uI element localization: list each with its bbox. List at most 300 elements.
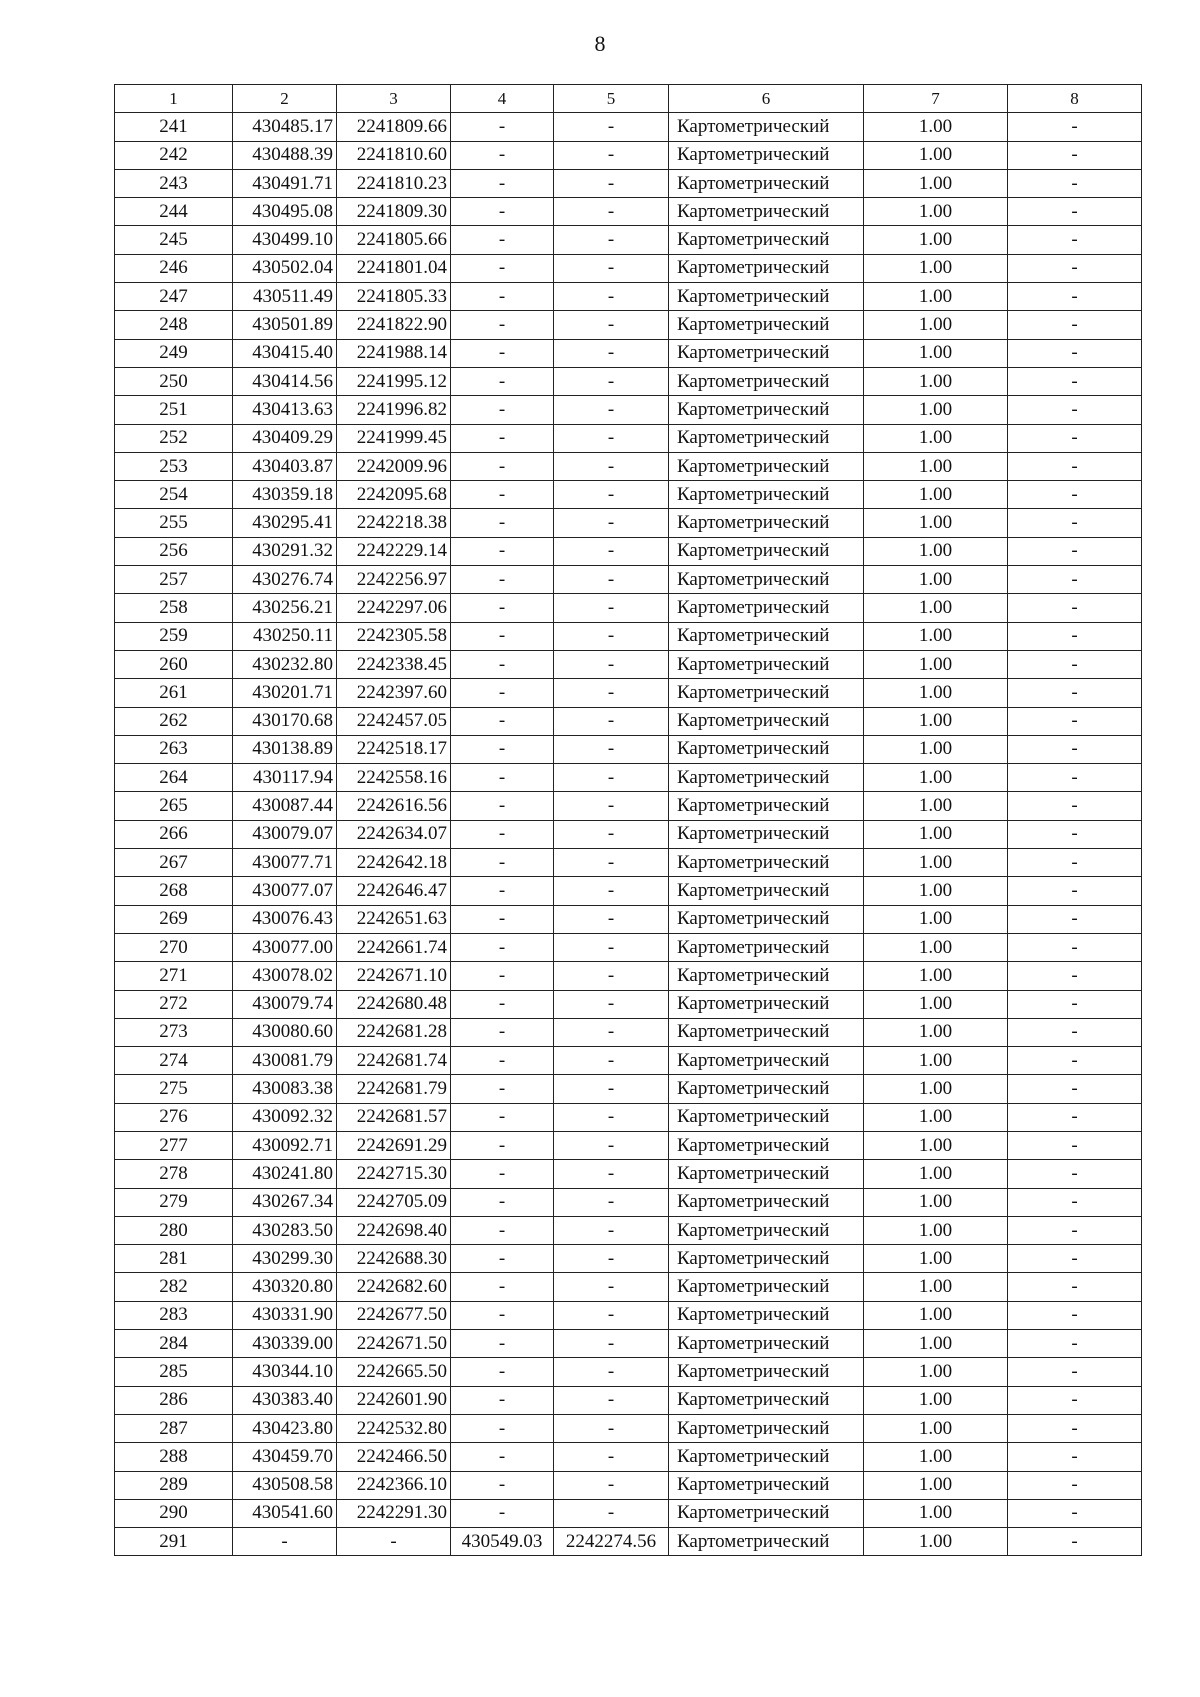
- cell-y-coordinate-new: -: [554, 990, 669, 1018]
- cell-x-coordinate-new: -: [451, 933, 554, 961]
- table-row: [115, 537, 1142, 565]
- header-cell-col-5: 5: [554, 85, 669, 113]
- cell-y-coordinate: -: [337, 1528, 451, 1556]
- cell-point-number: 258: [115, 594, 233, 622]
- cell-x-coordinate: 430267.34: [233, 1188, 337, 1216]
- cell-y-coordinate-new: -: [554, 1131, 669, 1159]
- table-row: [115, 679, 1142, 707]
- cell-accuracy: 1.00: [864, 1273, 1008, 1301]
- cell-method: Картометрический: [669, 622, 864, 650]
- cell-x-coordinate: 430502.04: [233, 254, 337, 282]
- table-row: [115, 792, 1142, 820]
- cell-y-coordinate-new: -: [554, 905, 669, 933]
- cell-method: Картометрический: [669, 792, 864, 820]
- cell-y-coordinate: 2242338.45: [337, 650, 451, 678]
- table-row: [115, 1528, 1142, 1556]
- cell-x-coordinate: 430241.80: [233, 1160, 337, 1188]
- cell-x-coordinate-new: -: [451, 537, 554, 565]
- cell-method: Картометрический: [669, 764, 864, 792]
- cell-x-coordinate-new: -: [451, 509, 554, 537]
- table-row: [115, 962, 1142, 990]
- cell-method: Картометрический: [669, 1358, 864, 1386]
- cell-x-coordinate-new: -: [451, 1188, 554, 1216]
- cell-y-coordinate: 2242665.50: [337, 1358, 451, 1386]
- cell-point-number: 247: [115, 283, 233, 311]
- header-cell-col-8: 8: [1008, 85, 1142, 113]
- table-row: [115, 1471, 1142, 1499]
- cell-y-coordinate-new: -: [554, 707, 669, 735]
- cell-x-coordinate-new: -: [451, 679, 554, 707]
- cell-note: -: [1008, 254, 1142, 282]
- cell-note: -: [1008, 566, 1142, 594]
- cell-accuracy: 1.00: [864, 764, 1008, 792]
- cell-y-coordinate: 2242558.16: [337, 764, 451, 792]
- cell-note: -: [1008, 792, 1142, 820]
- cell-point-number: 273: [115, 1018, 233, 1046]
- cell-x-coordinate: 430276.74: [233, 566, 337, 594]
- cell-y-coordinate-new: -: [554, 1103, 669, 1131]
- cell-y-coordinate: 2242095.68: [337, 481, 451, 509]
- cell-y-coordinate: 2242366.10: [337, 1471, 451, 1499]
- cell-y-coordinate: 2241822.90: [337, 311, 451, 339]
- cell-y-coordinate-new: -: [554, 537, 669, 565]
- cell-note: -: [1008, 1075, 1142, 1103]
- cell-y-coordinate: 2241801.04: [337, 254, 451, 282]
- cell-y-coordinate: 2242661.74: [337, 933, 451, 961]
- cell-x-coordinate-new: -: [451, 311, 554, 339]
- cell-method: Картометрический: [669, 1160, 864, 1188]
- cell-x-coordinate-new: -: [451, 820, 554, 848]
- cell-x-coordinate: 430491.71: [233, 169, 337, 197]
- cell-x-coordinate-new: -: [451, 113, 554, 141]
- cell-y-coordinate-new: -: [554, 792, 669, 820]
- cell-accuracy: 1.00: [864, 1443, 1008, 1471]
- cell-accuracy: 1.00: [864, 1216, 1008, 1244]
- cell-point-number: 281: [115, 1245, 233, 1273]
- cell-point-number: 286: [115, 1386, 233, 1414]
- cell-x-coordinate-new: -: [451, 1103, 554, 1131]
- cell-y-coordinate-new: -: [554, 933, 669, 961]
- table-row: [115, 1103, 1142, 1131]
- cell-note: -: [1008, 424, 1142, 452]
- table-row: [115, 141, 1142, 169]
- cell-accuracy: 1.00: [864, 707, 1008, 735]
- cell-y-coordinate: 2242218.38: [337, 509, 451, 537]
- cell-point-number: 264: [115, 764, 233, 792]
- cell-accuracy: 1.00: [864, 1358, 1008, 1386]
- cell-y-coordinate: 2242715.30: [337, 1160, 451, 1188]
- cell-y-coordinate: 2242646.47: [337, 877, 451, 905]
- cell-note: -: [1008, 1386, 1142, 1414]
- cell-accuracy: 1.00: [864, 849, 1008, 877]
- cell-method: Картометрический: [669, 283, 864, 311]
- cell-x-coordinate: 430250.11: [233, 622, 337, 650]
- cell-y-coordinate-new: -: [554, 1018, 669, 1046]
- cell-y-coordinate-new: -: [554, 594, 669, 622]
- cell-note: -: [1008, 735, 1142, 763]
- cell-accuracy: 1.00: [864, 509, 1008, 537]
- cell-x-coordinate: 430080.60: [233, 1018, 337, 1046]
- cell-note: -: [1008, 1301, 1142, 1329]
- cell-note: -: [1008, 679, 1142, 707]
- cell-method: Картометрический: [669, 820, 864, 848]
- cell-method: Картометрический: [669, 735, 864, 763]
- cell-accuracy: 1.00: [864, 396, 1008, 424]
- cell-x-coordinate-new: -: [451, 1131, 554, 1159]
- cell-method: Картометрический: [669, 1499, 864, 1527]
- cell-method: Картометрический: [669, 509, 864, 537]
- cell-note: -: [1008, 1443, 1142, 1471]
- cell-point-number: 265: [115, 792, 233, 820]
- table-row: [115, 707, 1142, 735]
- cell-accuracy: 1.00: [864, 169, 1008, 197]
- cell-y-coordinate-new: -: [554, 1273, 669, 1301]
- cell-accuracy: 1.00: [864, 962, 1008, 990]
- cell-accuracy: 1.00: [864, 1160, 1008, 1188]
- cell-accuracy: 1.00: [864, 1047, 1008, 1075]
- cell-method: Картометрический: [669, 113, 864, 141]
- cell-note: -: [1008, 311, 1142, 339]
- cell-y-coordinate-new: -: [554, 1216, 669, 1244]
- cell-accuracy: 1.00: [864, 622, 1008, 650]
- table-row: [115, 849, 1142, 877]
- cell-x-coordinate: 430541.60: [233, 1499, 337, 1527]
- cell-x-coordinate: -: [233, 1528, 337, 1556]
- cell-x-coordinate: 430511.49: [233, 283, 337, 311]
- cell-x-coordinate: 430081.79: [233, 1047, 337, 1075]
- table-row: [115, 339, 1142, 367]
- table-row: [115, 905, 1142, 933]
- cell-x-coordinate-new: -: [451, 367, 554, 395]
- table-row: [115, 509, 1142, 537]
- cell-note: -: [1008, 1245, 1142, 1273]
- table-row: [115, 1273, 1142, 1301]
- cell-point-number: 257: [115, 566, 233, 594]
- table-row: [115, 1047, 1142, 1075]
- cell-accuracy: 1.00: [864, 650, 1008, 678]
- cell-y-coordinate: 2241809.30: [337, 198, 451, 226]
- cell-point-number: 277: [115, 1131, 233, 1159]
- cell-method: Картометрический: [669, 198, 864, 226]
- cell-point-number: 270: [115, 933, 233, 961]
- cell-y-coordinate: 2242305.58: [337, 622, 451, 650]
- cell-y-coordinate-new: -: [554, 1471, 669, 1499]
- cell-note: -: [1008, 396, 1142, 424]
- cell-x-coordinate-new: -: [451, 1273, 554, 1301]
- cell-note: -: [1008, 707, 1142, 735]
- cell-y-coordinate-new: -: [554, 566, 669, 594]
- cell-note: -: [1008, 141, 1142, 169]
- cell-x-coordinate: 430076.43: [233, 905, 337, 933]
- cell-x-coordinate: 430423.80: [233, 1414, 337, 1442]
- cell-accuracy: 1.00: [864, 311, 1008, 339]
- cell-y-coordinate-new: -: [554, 254, 669, 282]
- cell-note: -: [1008, 113, 1142, 141]
- table-row: [115, 877, 1142, 905]
- cell-y-coordinate-new: -: [554, 452, 669, 480]
- cell-x-coordinate: 430117.94: [233, 764, 337, 792]
- cell-y-coordinate: 2242691.29: [337, 1131, 451, 1159]
- cell-method: Картометрический: [669, 1245, 864, 1273]
- cell-method: Картометрический: [669, 452, 864, 480]
- cell-y-coordinate-new: -: [554, 396, 669, 424]
- cell-x-coordinate-new: -: [451, 198, 554, 226]
- table-row: [115, 452, 1142, 480]
- cell-x-coordinate: 430414.56: [233, 367, 337, 395]
- cell-point-number: 279: [115, 1188, 233, 1216]
- cell-x-coordinate: 430092.32: [233, 1103, 337, 1131]
- table-row: [115, 990, 1142, 1018]
- cell-note: -: [1008, 367, 1142, 395]
- cell-note: -: [1008, 764, 1142, 792]
- cell-x-coordinate: 430339.00: [233, 1330, 337, 1358]
- cell-method: Картометрический: [669, 254, 864, 282]
- cell-y-coordinate-new: -: [554, 283, 669, 311]
- cell-y-coordinate: 2241996.82: [337, 396, 451, 424]
- cell-method: Картометрический: [669, 1471, 864, 1499]
- cell-y-coordinate: 2242616.56: [337, 792, 451, 820]
- cell-method: Картометрический: [669, 1075, 864, 1103]
- cell-y-coordinate: 2241805.33: [337, 283, 451, 311]
- cell-point-number: 267: [115, 849, 233, 877]
- cell-x-coordinate: 430079.74: [233, 990, 337, 1018]
- cell-x-coordinate: 430403.87: [233, 452, 337, 480]
- cell-note: -: [1008, 933, 1142, 961]
- cell-method: Картометрический: [669, 679, 864, 707]
- cell-y-coordinate: 2242680.48: [337, 990, 451, 1018]
- cell-note: -: [1008, 537, 1142, 565]
- table-row: [115, 113, 1142, 141]
- cell-y-coordinate: 2241809.66: [337, 113, 451, 141]
- cell-y-coordinate: 2241805.66: [337, 226, 451, 254]
- header-row: [115, 85, 1142, 113]
- cell-y-coordinate: 2242681.28: [337, 1018, 451, 1046]
- cell-note: -: [1008, 1018, 1142, 1046]
- cell-x-coordinate-new: 430549.03: [451, 1528, 554, 1556]
- cell-y-coordinate-new: -: [554, 622, 669, 650]
- table-body: [115, 113, 1142, 1556]
- cell-method: Картометрический: [669, 537, 864, 565]
- header-cell-col-1: 1: [115, 85, 233, 113]
- table-row: [115, 764, 1142, 792]
- cell-method: Картометрический: [669, 1131, 864, 1159]
- cell-method: Картометрический: [669, 1188, 864, 1216]
- cell-note: -: [1008, 481, 1142, 509]
- cell-accuracy: 1.00: [864, 537, 1008, 565]
- cell-point-number: 283: [115, 1301, 233, 1329]
- header-cell-col-2: 2: [233, 85, 337, 113]
- cell-accuracy: 1.00: [864, 1075, 1008, 1103]
- cell-x-coordinate-new: -: [451, 1301, 554, 1329]
- cell-x-coordinate: 430083.38: [233, 1075, 337, 1103]
- cell-method: Картометрический: [669, 877, 864, 905]
- cell-x-coordinate-new: -: [451, 424, 554, 452]
- cell-method: Картометрический: [669, 1103, 864, 1131]
- cell-x-coordinate-new: -: [451, 1471, 554, 1499]
- cell-x-coordinate: 430320.80: [233, 1273, 337, 1301]
- cell-y-coordinate-new: -: [554, 650, 669, 678]
- cell-x-coordinate-new: -: [451, 1330, 554, 1358]
- cell-accuracy: 1.00: [864, 1414, 1008, 1442]
- cell-y-coordinate: 2242677.50: [337, 1301, 451, 1329]
- table-row: [115, 1386, 1142, 1414]
- cell-point-number: 271: [115, 962, 233, 990]
- cell-y-coordinate-new: -: [554, 1358, 669, 1386]
- cell-x-coordinate: 430138.89: [233, 735, 337, 763]
- cell-point-number: 278: [115, 1160, 233, 1188]
- header-cell-col-7: 7: [864, 85, 1008, 113]
- cell-point-number: 262: [115, 707, 233, 735]
- cell-note: -: [1008, 226, 1142, 254]
- table-row: [115, 169, 1142, 197]
- cell-y-coordinate: 2242671.50: [337, 1330, 451, 1358]
- cell-y-coordinate: 2242518.17: [337, 735, 451, 763]
- cell-y-coordinate-new: -: [554, 481, 669, 509]
- cell-method: Картометрический: [669, 1301, 864, 1329]
- cell-x-coordinate-new: -: [451, 877, 554, 905]
- cell-point-number: 249: [115, 339, 233, 367]
- table-row: [115, 1358, 1142, 1386]
- cell-accuracy: 1.00: [864, 990, 1008, 1018]
- cell-point-number: 290: [115, 1499, 233, 1527]
- cell-accuracy: 1.00: [864, 113, 1008, 141]
- table-row: [115, 396, 1142, 424]
- cell-point-number: 253: [115, 452, 233, 480]
- cell-y-coordinate: 2241999.45: [337, 424, 451, 452]
- cell-method: Картометрический: [669, 990, 864, 1018]
- cell-point-number: 260: [115, 650, 233, 678]
- cell-accuracy: 1.00: [864, 1018, 1008, 1046]
- cell-accuracy: 1.00: [864, 877, 1008, 905]
- header-cell-col-6: 6: [669, 85, 864, 113]
- cell-note: -: [1008, 1047, 1142, 1075]
- cell-x-coordinate: 430092.71: [233, 1131, 337, 1159]
- cell-y-coordinate: 2242397.60: [337, 679, 451, 707]
- cell-note: -: [1008, 169, 1142, 197]
- cell-point-number: 272: [115, 990, 233, 1018]
- table-row: [115, 1216, 1142, 1244]
- cell-x-coordinate: 430344.10: [233, 1358, 337, 1386]
- cell-method: Картометрический: [669, 367, 864, 395]
- table-row: [115, 820, 1142, 848]
- cell-accuracy: 1.00: [864, 594, 1008, 622]
- table-row: [115, 1499, 1142, 1527]
- cell-accuracy: 1.00: [864, 1528, 1008, 1556]
- cell-note: -: [1008, 820, 1142, 848]
- cell-y-coordinate-new: -: [554, 1188, 669, 1216]
- cell-note: -: [1008, 1160, 1142, 1188]
- cell-x-coordinate-new: -: [451, 1414, 554, 1442]
- cell-accuracy: 1.00: [864, 792, 1008, 820]
- table-row: [115, 283, 1142, 311]
- cell-note: -: [1008, 1358, 1142, 1386]
- cell-x-coordinate-new: -: [451, 1018, 554, 1046]
- cell-point-number: 261: [115, 679, 233, 707]
- cell-x-coordinate-new: -: [451, 169, 554, 197]
- cell-note: -: [1008, 622, 1142, 650]
- cell-y-coordinate: 2242229.14: [337, 537, 451, 565]
- cell-point-number: 269: [115, 905, 233, 933]
- cell-accuracy: 1.00: [864, 1330, 1008, 1358]
- cell-accuracy: 1.00: [864, 566, 1008, 594]
- cell-point-number: 244: [115, 198, 233, 226]
- table-row: [115, 424, 1142, 452]
- cell-method: Картометрический: [669, 1273, 864, 1301]
- cell-x-coordinate: 430087.44: [233, 792, 337, 820]
- cell-y-coordinate: 2242601.90: [337, 1386, 451, 1414]
- cell-point-number: 248: [115, 311, 233, 339]
- cell-y-coordinate-new: -: [554, 226, 669, 254]
- cell-point-number: 246: [115, 254, 233, 282]
- cell-x-coordinate: 430170.68: [233, 707, 337, 735]
- cell-y-coordinate: 2242688.30: [337, 1245, 451, 1273]
- cell-method: Картометрический: [669, 1528, 864, 1556]
- cell-note: -: [1008, 1499, 1142, 1527]
- cell-accuracy: 1.00: [864, 735, 1008, 763]
- cell-point-number: 288: [115, 1443, 233, 1471]
- cell-accuracy: 1.00: [864, 1386, 1008, 1414]
- cell-x-coordinate-new: -: [451, 452, 554, 480]
- cell-method: Картометрический: [669, 1047, 864, 1075]
- cell-x-coordinate: 430079.07: [233, 820, 337, 848]
- cell-note: -: [1008, 1131, 1142, 1159]
- table-row: [115, 1414, 1142, 1442]
- cell-accuracy: 1.00: [864, 679, 1008, 707]
- cell-y-coordinate-new: -: [554, 141, 669, 169]
- cell-note: -: [1008, 650, 1142, 678]
- cell-y-coordinate: 2241810.60: [337, 141, 451, 169]
- cell-note: -: [1008, 877, 1142, 905]
- cell-x-coordinate-new: -: [451, 566, 554, 594]
- cell-y-coordinate: 2242642.18: [337, 849, 451, 877]
- cell-point-number: 287: [115, 1414, 233, 1442]
- cell-x-coordinate: 430299.30: [233, 1245, 337, 1273]
- cell-note: -: [1008, 990, 1142, 1018]
- cell-y-coordinate-new: -: [554, 1301, 669, 1329]
- cell-point-number: 284: [115, 1330, 233, 1358]
- cell-x-coordinate-new: -: [451, 1386, 554, 1414]
- cell-point-number: 276: [115, 1103, 233, 1131]
- cell-y-coordinate-new: -: [554, 1160, 669, 1188]
- cell-x-coordinate-new: -: [451, 962, 554, 990]
- cell-y-coordinate-new: -: [554, 820, 669, 848]
- cell-x-coordinate: 430413.63: [233, 396, 337, 424]
- cell-y-coordinate-new: -: [554, 424, 669, 452]
- cell-y-coordinate: 2241988.14: [337, 339, 451, 367]
- cell-y-coordinate-new: -: [554, 679, 669, 707]
- cell-point-number: 280: [115, 1216, 233, 1244]
- table-row: [115, 622, 1142, 650]
- cell-note: -: [1008, 1273, 1142, 1301]
- cell-note: -: [1008, 509, 1142, 537]
- cell-accuracy: 1.00: [864, 933, 1008, 961]
- cell-accuracy: 1.00: [864, 339, 1008, 367]
- cell-note: -: [1008, 1188, 1142, 1216]
- cell-note: -: [1008, 594, 1142, 622]
- cell-x-coordinate-new: -: [451, 1443, 554, 1471]
- cell-method: Картометрический: [669, 1414, 864, 1442]
- header-cell-col-4: 4: [451, 85, 554, 113]
- cell-point-number: 254: [115, 481, 233, 509]
- cell-x-coordinate: 430201.71: [233, 679, 337, 707]
- cell-y-coordinate: 2242297.06: [337, 594, 451, 622]
- cell-y-coordinate-new: -: [554, 367, 669, 395]
- cell-note: -: [1008, 198, 1142, 226]
- cell-y-coordinate-new: -: [554, 1047, 669, 1075]
- cell-y-coordinate-new: -: [554, 113, 669, 141]
- cell-method: Картометрический: [669, 481, 864, 509]
- cell-note: -: [1008, 339, 1142, 367]
